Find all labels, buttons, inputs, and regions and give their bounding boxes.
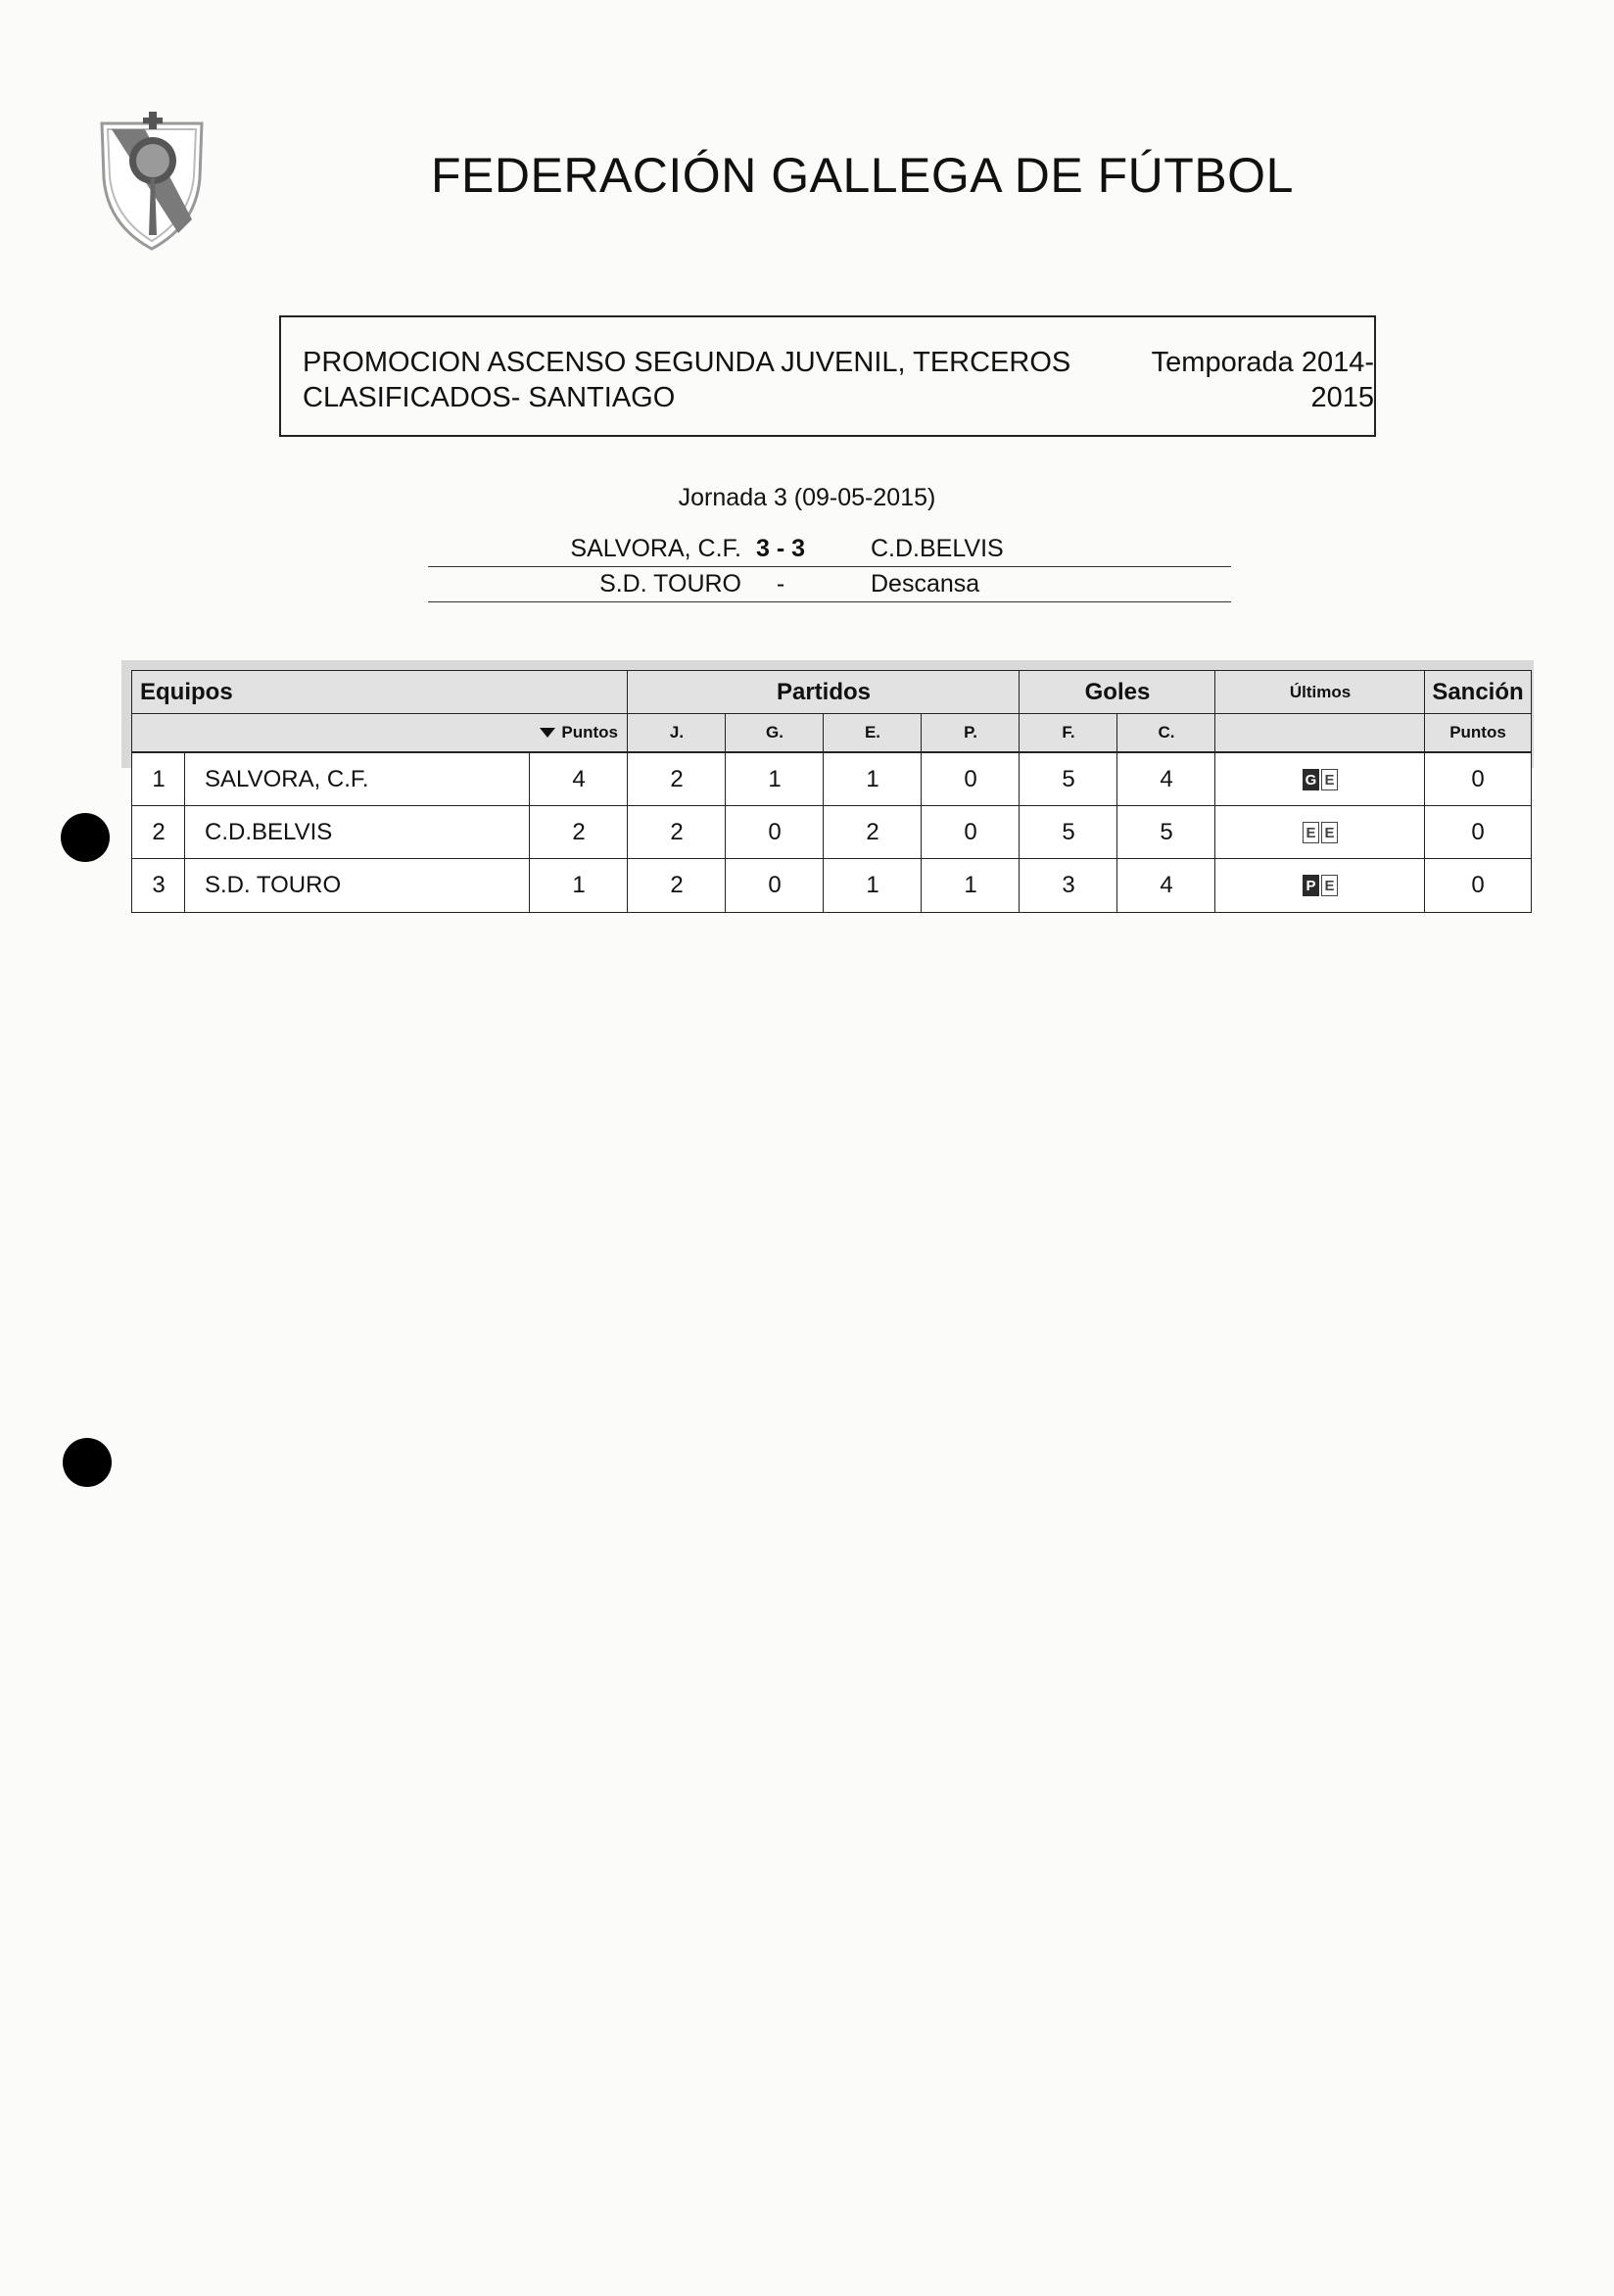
competition-name-line2: CLASIFICADOS- SANTIAGO bbox=[303, 382, 676, 413]
competition-name-line1: PROMOCION ASCENSO SEGUNDA JUVENIL, TERCEROS bbox=[303, 347, 1071, 378]
season-line2: 2015 bbox=[1310, 382, 1374, 413]
col-group-last: Últimos bbox=[1214, 670, 1426, 715]
col-points-header[interactable] bbox=[131, 713, 629, 752]
goals-for-cell: 5 bbox=[1019, 752, 1118, 807]
goals-against-cell: 4 bbox=[1116, 752, 1216, 807]
col-played-header: J. bbox=[627, 713, 727, 752]
goals-against-cell: 4 bbox=[1116, 858, 1216, 913]
punch-hole bbox=[63, 1438, 112, 1487]
season-label bbox=[1139, 345, 1374, 415]
col-drawn-header: E. bbox=[823, 713, 923, 752]
position-cell: 1 bbox=[131, 752, 186, 807]
col-gf-header: F. bbox=[1019, 713, 1118, 752]
match-home-team: SALVORA, C.F. bbox=[570, 535, 741, 562]
played-cell: 2 bbox=[627, 752, 727, 807]
col-sanction-header: Puntos bbox=[1424, 713, 1532, 752]
won-cell: 0 bbox=[725, 805, 825, 860]
col-won-header: G. bbox=[725, 713, 825, 752]
lost-cell: 0 bbox=[921, 805, 1021, 860]
col-points-label: Puntos bbox=[561, 723, 618, 741]
match-row bbox=[428, 568, 1231, 602]
team-name-cell: C.D.BELVIS bbox=[184, 805, 531, 860]
col-group-matches: Partidos bbox=[627, 670, 1021, 715]
col-last-header bbox=[1214, 713, 1426, 752]
result-badge: G bbox=[1303, 769, 1319, 790]
won-cell: 1 bbox=[725, 752, 825, 807]
result-badge: E bbox=[1303, 822, 1319, 843]
result-badge: P bbox=[1303, 875, 1319, 896]
sanction-cell: 0 bbox=[1424, 752, 1532, 807]
drawn-cell: 2 bbox=[823, 805, 923, 860]
goals-for-cell: 5 bbox=[1019, 805, 1118, 860]
last-results-cell bbox=[1214, 752, 1426, 807]
result-badge: E bbox=[1321, 822, 1338, 843]
position-cell: 3 bbox=[131, 858, 186, 913]
result-badge: E bbox=[1321, 875, 1338, 896]
match-score: - bbox=[776, 570, 785, 598]
col-group-goals: Goles bbox=[1019, 670, 1216, 715]
won-cell: 0 bbox=[725, 858, 825, 913]
sanction-cell: 0 bbox=[1424, 858, 1532, 913]
sanction-cell: 0 bbox=[1424, 805, 1532, 860]
lost-cell: 1 bbox=[921, 858, 1021, 913]
drawn-cell: 1 bbox=[823, 858, 923, 913]
team-name-cell: S.D. TOURO bbox=[184, 858, 531, 913]
last-results-cell bbox=[1214, 858, 1426, 913]
points-cell: 4 bbox=[529, 752, 629, 807]
punch-hole bbox=[61, 813, 110, 862]
match-row bbox=[428, 533, 1231, 567]
col-lost-header: P. bbox=[921, 713, 1021, 752]
team-name-cell: SALVORA, C.F. bbox=[184, 752, 531, 807]
match-away-team: C.D.BELVIS bbox=[871, 535, 1004, 562]
lost-cell: 0 bbox=[921, 752, 1021, 807]
points-cell: 2 bbox=[529, 805, 629, 860]
fgf-crest-icon bbox=[94, 110, 210, 255]
round-title: Jornada 3 (09-05-2015) bbox=[678, 484, 936, 511]
col-group-sanction: Sanción bbox=[1424, 670, 1532, 715]
col-ga-header: C. bbox=[1116, 713, 1216, 752]
points-cell: 1 bbox=[529, 858, 629, 913]
played-cell: 2 bbox=[627, 858, 727, 913]
federation-title: FEDERACIÓN GALLEGA DE FÚTBOL bbox=[431, 148, 1294, 203]
competition-box bbox=[279, 315, 1376, 437]
played-cell: 2 bbox=[627, 805, 727, 860]
season-line1: Temporada 2014- bbox=[1151, 347, 1374, 378]
result-badge: E bbox=[1321, 769, 1338, 790]
last-results-cell bbox=[1214, 805, 1426, 860]
goals-against-cell: 5 bbox=[1116, 805, 1216, 860]
match-away-team: Descansa bbox=[871, 570, 980, 598]
sort-desc-icon bbox=[540, 728, 555, 738]
position-cell: 2 bbox=[131, 805, 186, 860]
match-home-team: S.D. TOURO bbox=[599, 570, 741, 598]
drawn-cell: 1 bbox=[823, 752, 923, 807]
match-score: 3 - 3 bbox=[755, 535, 806, 562]
goals-for-cell: 3 bbox=[1019, 858, 1118, 913]
col-group-teams: Equipos bbox=[131, 670, 629, 715]
competition-name bbox=[303, 345, 1125, 415]
